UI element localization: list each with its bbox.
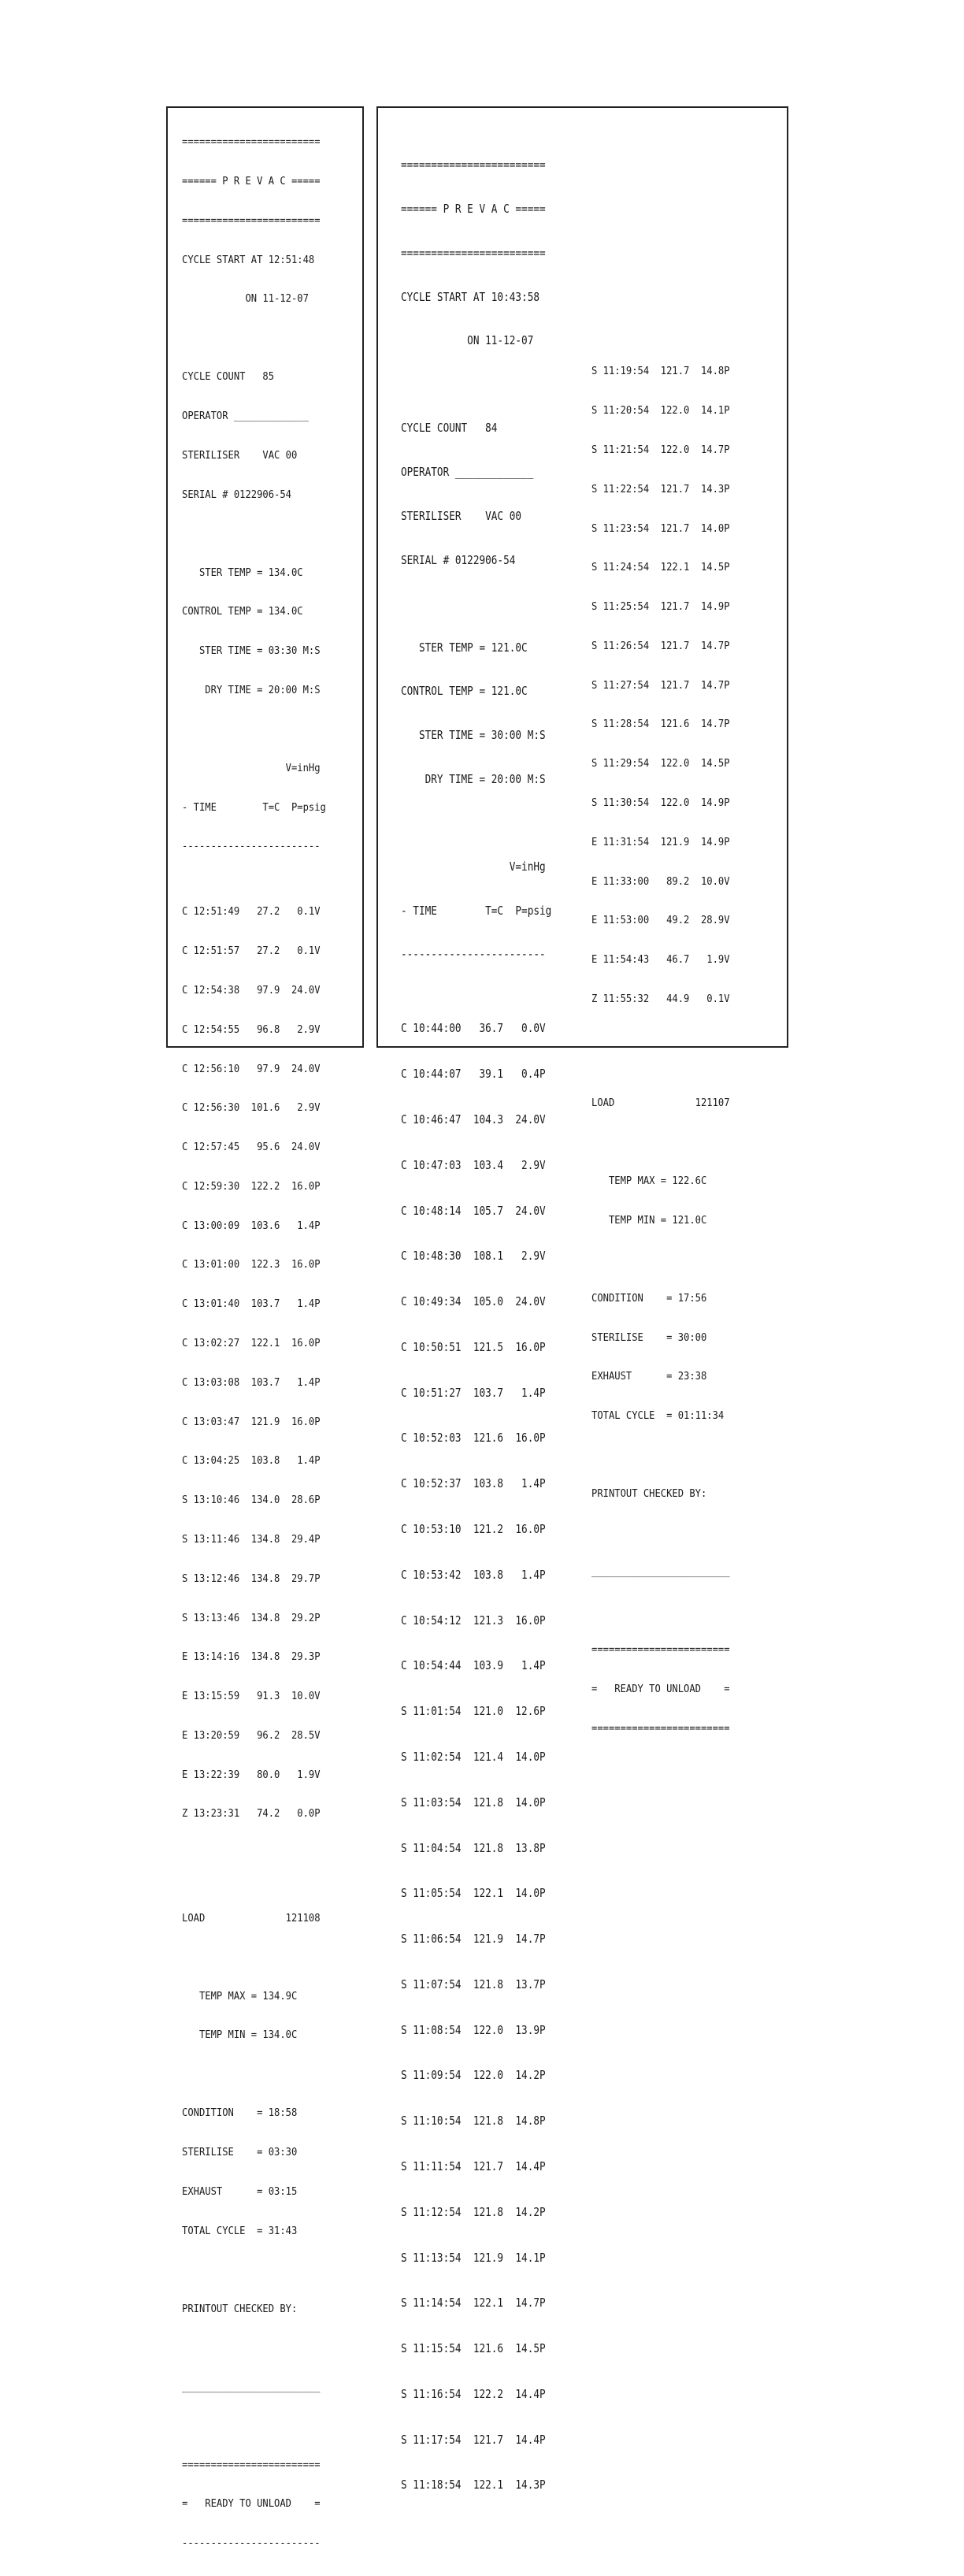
- exhaust-time: EXHAUST = 23:38: [591, 1370, 707, 1383]
- record-row: C 10:46:47 104.3 24.0V: [401, 1112, 546, 1127]
- record-row: E 11:53:00 49.2 28.9V: [591, 914, 730, 927]
- record-row: S 11:04:54 121.8 13.8P: [401, 1840, 546, 1855]
- record-row: C 10:52:03 121.6 16.0P: [401, 1431, 546, 1446]
- record-row: C 12:59:30 122.2 16.0P: [182, 1179, 321, 1193]
- condition-time: CONDITION = 17:56: [591, 1291, 707, 1305]
- records-list: [182, 879, 326, 1847]
- record-row: E 13:20:59 96.2 28.5V: [182, 1728, 321, 1742]
- record-row: C 10:53:42 103.8 1.4P: [401, 1567, 546, 1582]
- header-rule: ========================: [182, 135, 321, 149]
- header-rule: ========================: [182, 213, 321, 227]
- record-row: S 11:29:54 122.0 14.5P: [591, 757, 730, 770]
- signature-line: ________________________: [182, 2380, 321, 2393]
- record-row: S 11:23:54 121.7 14.0P: [591, 522, 730, 535]
- record-row: S 11:08:54 122.0 13.9P: [401, 2022, 546, 2037]
- total-cycle-time: TOTAL CYCLE = 31:43: [182, 2224, 298, 2237]
- record-row: S 11:06:54 121.9 14.7P: [401, 1932, 546, 1947]
- record-row: S 11:28:54 121.6 14.7P: [591, 718, 730, 731]
- condition-time: CONDITION = 18:58: [182, 2106, 298, 2120]
- cycle-count: CYCLE COUNT 84: [401, 421, 498, 436]
- ster-time: STER TIME = 03:30 M:S: [182, 644, 321, 658]
- record-row: Z 11:55:32 44.9 0.1V: [591, 992, 730, 1005]
- header-rule: ------------------------: [182, 840, 321, 853]
- record-row: E 13:14:16 134.8 29.3P: [182, 1650, 321, 1664]
- record-row: S 13:13:46 134.8 29.2P: [182, 1611, 321, 1624]
- record-row: C 13:03:08 103.7 1.4P: [182, 1375, 321, 1389]
- record-row: C 12:57:45 95.6 24.0V: [182, 1141, 321, 1154]
- record-row: C 10:54:12 121.3 16.0P: [401, 1613, 546, 1628]
- checked-by-label: PRINTOUT CHECKED BY:: [591, 1487, 707, 1501]
- temp-min: TEMP MIN = 134.0C: [182, 2029, 298, 2042]
- steriliser: STERILISER VAC 00: [401, 508, 522, 523]
- footer-rule: ========================: [182, 2458, 321, 2471]
- record-row: S 11:22:54 121.7 14.3P: [591, 482, 730, 496]
- header-rule: ========================: [401, 245, 546, 260]
- total-cycle-time: TOTAL CYCLE = 01:11:34: [591, 1409, 725, 1423]
- operator: OPERATOR _____________: [182, 410, 309, 423]
- ster-temp: STER TEMP = 134.0C: [182, 566, 303, 579]
- signature-line: ________________________: [591, 1565, 730, 1579]
- record-row: S 11:18:54 122.1 14.3P: [401, 2478, 546, 2492]
- temp-min: TEMP MIN = 121.0C: [591, 1213, 707, 1227]
- record-row: C 12:56:10 97.9 24.0V: [182, 1062, 321, 1075]
- record-row: C 10:54:44 103.9 1.4P: [401, 1658, 546, 1673]
- cycle-start: CYCLE START AT 10:43:58: [401, 289, 540, 304]
- footer-rule: ========================: [591, 1721, 730, 1735]
- printout-cycle-85: [166, 106, 364, 2550]
- record-row: S 11:10:54 121.8 14.8P: [401, 2114, 546, 2129]
- record-row: C 12:51:49 27.2 0.1V: [182, 905, 321, 919]
- record-row: S 11:07:54 121.8 13.7P: [401, 1977, 546, 1991]
- record-row: C 10:47:03 103.4 2.9V: [401, 1157, 546, 1172]
- record-row: S 13:11:46 134.8 29.4P: [182, 1532, 321, 1546]
- record-row: C 12:51:57 27.2 0.1V: [182, 945, 321, 958]
- sterilise-time: STERILISE = 30:00: [591, 1331, 707, 1344]
- record-row: S 11:19:54 121.7 14.8P: [591, 365, 730, 378]
- operator: OPERATOR _____________: [401, 465, 534, 480]
- record-row: C 13:00:09 103.6 1.4P: [182, 1219, 321, 1232]
- record-row: C 13:03:47 121.9 16.0P: [182, 1415, 321, 1428]
- units-line: V=inHg: [401, 859, 546, 874]
- record-row: C 12:54:38 97.9 24.0V: [182, 984, 321, 997]
- record-row: C 10:50:51 121.5 16.0P: [401, 1339, 546, 1354]
- temp-max: TEMP MAX = 134.9C: [182, 1989, 298, 2003]
- footer-rule: ------------------------: [182, 2537, 321, 2550]
- record-row: E 11:54:43 46.7 1.9V: [591, 953, 730, 967]
- header-title: ====== P R E V A C =====: [182, 174, 321, 187]
- column-header: - TIME T=C P=psig: [182, 800, 326, 814]
- ster-time: STER TIME = 30:00 M:S: [401, 728, 546, 743]
- load-number: LOAD 121107: [591, 1097, 730, 1110]
- ready-to-unload: = READY TO UNLOAD =: [182, 2497, 321, 2511]
- control-temp: CONTROL TEMP = 121.0C: [401, 684, 528, 699]
- record-row: S 13:12:46 134.8 29.7P: [182, 1572, 321, 1585]
- control-temp: CONTROL TEMP = 134.0C: [182, 605, 303, 618]
- record-row: C 13:02:27 122.1 16.0P: [182, 1337, 321, 1350]
- records-list: [401, 991, 551, 2522]
- temp-max: TEMP MAX = 122.6C: [591, 1175, 707, 1187]
- record-row: S 11:26:54 121.7 14.7P: [591, 639, 730, 652]
- record-row: E 11:33:00 89.2 10.0V: [591, 874, 730, 888]
- record-row: C 10:48:30 108.1 2.9V: [401, 1249, 546, 1264]
- serial-number: SERIAL # 0122906-54: [182, 488, 291, 501]
- record-row: C 10:44:07 39.1 0.4P: [401, 1067, 546, 1082]
- ready-to-unload: = READY TO UNLOAD =: [591, 1682, 730, 1695]
- printout-text-continued: [591, 313, 730, 1761]
- cycle-date: ON 11-12-07: [182, 292, 309, 306]
- record-row: S 11:09:54 122.0 14.2P: [401, 2068, 546, 2083]
- record-row: S 11:14:54 122.1 14.7P: [401, 2296, 546, 2311]
- record-row: S 13:10:46 134.0 28.6P: [182, 1494, 321, 1507]
- units-line: V=inHg: [182, 761, 321, 774]
- record-row: E 13:22:39 80.0 1.9V: [182, 1768, 321, 1781]
- record-row: S 11:05:54 122.1 14.0P: [401, 1886, 546, 1901]
- footer-rule: ========================: [591, 1643, 730, 1656]
- record-row: C 12:54:55 96.8 2.9V: [182, 1023, 321, 1036]
- record-row: S 11:27:54 121.7 14.7P: [591, 678, 730, 692]
- record-row: S 11:20:54 122.0 14.1P: [591, 404, 730, 418]
- header-rule: ========================: [401, 158, 546, 173]
- cycle-date: ON 11-12-07: [401, 333, 534, 348]
- dry-time: DRY TIME = 20:00 M:S: [182, 683, 321, 696]
- serial-number: SERIAL # 0122906-54: [401, 552, 516, 567]
- record-row: S 11:30:54 122.0 14.9P: [591, 796, 730, 809]
- checked-by-label: PRINTOUT CHECKED BY:: [182, 2302, 298, 2315]
- printout-text: [182, 109, 326, 2576]
- column-header: - TIME T=C P=psig: [401, 903, 552, 918]
- record-row: S 11:02:54 121.4 14.0P: [401, 1749, 546, 1764]
- header-title: ====== P R E V A C =====: [401, 201, 546, 216]
- record-row: S 11:24:54 122.1 14.5P: [591, 561, 730, 574]
- record-row: C 10:52:37 103.8 1.4P: [401, 1476, 546, 1491]
- record-row: S 11:17:54 121.7 14.4P: [401, 2432, 546, 2447]
- cycle-start: CYCLE START AT 12:51:48: [182, 253, 315, 266]
- exhaust-time: EXHAUST = 03:15: [182, 2184, 298, 2198]
- records-list-continued: [591, 339, 730, 1031]
- steriliser: STERILISER VAC 00: [182, 448, 298, 462]
- record-row: S 11:03:54 121.8 14.0P: [401, 1795, 546, 1810]
- record-row: C 13:01:00 122.3 16.0P: [182, 1258, 321, 1271]
- record-row: C 10:51:27 103.7 1.4P: [401, 1385, 546, 1400]
- record-row: C 13:01:40 103.7 1.4P: [182, 1297, 321, 1311]
- dry-time: DRY TIME = 20:00 M:S: [401, 771, 546, 786]
- record-row: S 11:12:54 121.8 14.2P: [401, 2204, 546, 2219]
- record-row: C 10:53:10 121.2 16.0P: [401, 1522, 546, 1537]
- load-number: LOAD 121108: [182, 1911, 321, 1925]
- record-row: S 11:25:54 121.7 14.9P: [591, 600, 730, 614]
- cycle-count: CYCLE COUNT 85: [182, 370, 275, 384]
- printout-cycle-84: [376, 106, 788, 2492]
- record-row: E 11:31:54 121.9 14.9P: [591, 835, 730, 848]
- record-row: Z 13:23:31 74.2 0.0P: [182, 1807, 321, 1821]
- record-row: C 10:44:00 36.7 0.0V: [401, 1021, 546, 1036]
- record-row: C 13:04:25 103.8 1.4P: [182, 1454, 321, 1468]
- record-row: S 11:01:54 121.0 12.6P: [401, 1704, 546, 1719]
- header-rule: ------------------------: [401, 947, 546, 962]
- record-row: S 11:16:54 122.2 14.4P: [401, 2386, 546, 2401]
- record-row: C 10:49:34 105.0 24.0V: [401, 1294, 546, 1309]
- sterilise-time: STERILISE = 03:30: [182, 2146, 298, 2159]
- record-row: S 11:21:54 122.0 14.7P: [591, 443, 730, 456]
- record-row: C 10:48:14 105.7 24.0V: [401, 1203, 546, 1218]
- printout-text: [401, 128, 551, 2552]
- record-row: E 13:15:59 91.3 10.0V: [182, 1690, 321, 1703]
- record-row: C 12:56:30 101.6 2.9V: [182, 1101, 321, 1115]
- record-row: S 11:13:54 121.9 14.1P: [401, 2250, 546, 2265]
- record-row: S 11:11:54 121.7 14.4P: [401, 2158, 546, 2173]
- record-row: S 11:15:54 121.6 14.5P: [401, 2341, 546, 2356]
- ster-temp: STER TEMP = 121.0C: [401, 640, 528, 655]
